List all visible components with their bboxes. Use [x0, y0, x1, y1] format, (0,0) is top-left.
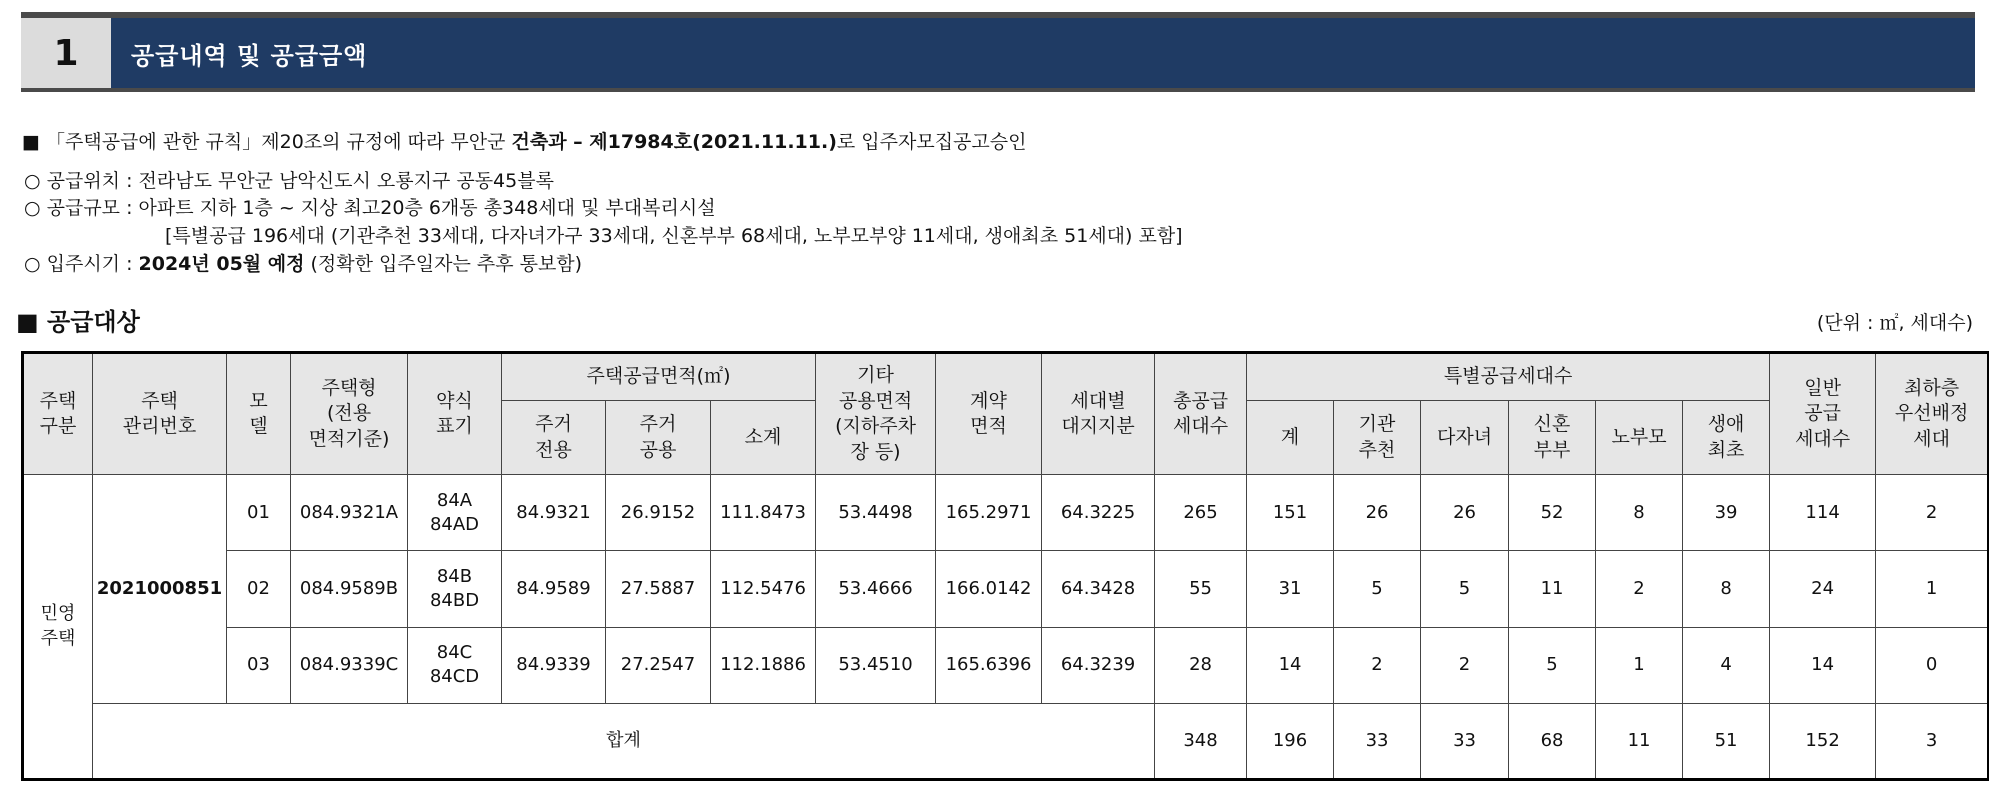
- lowest-floor-cell: 1: [1876, 551, 1989, 627]
- sp-parents-cell: 2: [1596, 551, 1683, 627]
- other-common-cell: 53.4666: [816, 551, 936, 627]
- approval-line: [22, 127, 1026, 154]
- move-in-note: (정확한 입주일자는 추후 통보함): [304, 253, 583, 275]
- move-in-value: 2024년 05월 예정: [138, 253, 305, 275]
- header-general-supply: 일반 공급 세대수: [1770, 353, 1876, 475]
- subtotal-cell: 112.5476: [711, 551, 816, 627]
- house-type-cell: 084.9321A: [291, 475, 408, 551]
- general-supply-cell: 24: [1770, 551, 1876, 627]
- header-total-supply: 총공급 세대수: [1155, 353, 1247, 475]
- sum-sp-parents-cell: 11: [1596, 703, 1683, 779]
- sum-sp-multichild-cell: 33: [1421, 703, 1509, 779]
- header-special-supply: 특별공급세대수: [1247, 353, 1770, 401]
- sp-multichild-cell: 5: [1421, 551, 1509, 627]
- other-common-cell: 53.4510: [816, 627, 936, 703]
- subtotal-cell: 112.1886: [711, 627, 816, 703]
- contract-area-cell: 165.2971: [936, 475, 1042, 551]
- header-abbr: 약식 표기: [408, 353, 502, 475]
- abbr-cell: 84A 84AD: [408, 475, 502, 551]
- sum-label-cell: 합계: [93, 703, 1155, 779]
- header-model: 모 델: [227, 353, 291, 475]
- house-type-cell: 084.9589B: [291, 551, 408, 627]
- lowest-floor-cell: 2: [1876, 475, 1989, 551]
- sum-lowest-floor-cell: 3: [1876, 703, 1989, 779]
- header-land-share: 세대별 대지지분: [1042, 353, 1155, 475]
- supply-scale: ○ 공급규모 : 아파트 지하 1층 ~ 지상 최고20층 6개동 총348세대 및 부대복리시설: [24, 197, 716, 219]
- supply-target-title: ■ 공급대상: [16, 308, 140, 336]
- header-sp-multichild: 다자녀: [1421, 401, 1509, 475]
- header-sp-total: 계: [1247, 401, 1334, 475]
- sum-sp-first-time-cell: 51: [1683, 703, 1770, 779]
- sp-first-time-cell: 8: [1683, 551, 1770, 627]
- housing-type-cell: 민영 주택: [23, 475, 93, 780]
- header-contract-area: 계약 면적: [936, 353, 1042, 475]
- model-cell: 01: [227, 475, 291, 551]
- abbr-cell: 84B 84BD: [408, 551, 502, 627]
- sp-newlywed-cell: 11: [1509, 551, 1596, 627]
- total-supply-cell: 28: [1155, 627, 1247, 703]
- header-house-type: 주택형 (전용 면적기준): [291, 353, 408, 475]
- other-common-cell: 53.4498: [816, 475, 936, 551]
- model-cell: 02: [227, 551, 291, 627]
- sp-parents-cell: 1: [1596, 627, 1683, 703]
- header-other-common: 기타 공용면적 (지하주차 장 등): [816, 353, 936, 475]
- general-supply-cell: 114: [1770, 475, 1876, 551]
- sum-total-supply-cell: 348: [1155, 703, 1247, 779]
- supply-location: ○ 공급위치 : 전라남도 무안군 남악신도시 오룡지구 공동45블록: [24, 170, 554, 192]
- sp-institution-cell: 26: [1334, 475, 1421, 551]
- mgmt-no-cell: 2021000851: [93, 475, 227, 704]
- header-res-common: 주거 공용: [606, 401, 711, 475]
- total-supply-cell: 265: [1155, 475, 1247, 551]
- model-cell: 03: [227, 627, 291, 703]
- sp-total-cell: 151: [1247, 475, 1334, 551]
- special-supply-summary: [특별공급 196세대 (기관추천 33세대, 다자녀가구 33세대, 신혼부부 68세대, 노부모부양 11세대, 생애최초 51세대) 포함]: [165, 225, 1183, 247]
- move-in-label: ○ 입주시기 :: [24, 253, 139, 275]
- sum-sp-newlywed-cell: 68: [1509, 703, 1596, 779]
- header-sp-newlywed: 신혼 부부: [1509, 401, 1596, 475]
- sp-total-cell: 31: [1247, 551, 1334, 627]
- header-subtotal: 소계: [711, 401, 816, 475]
- table-row: [23, 551, 1989, 627]
- sp-total-cell: 14: [1247, 627, 1334, 703]
- bullet-square: ■: [22, 131, 40, 153]
- move-in-date: [24, 249, 582, 276]
- res-exclusive-cell: 84.9339: [502, 627, 606, 703]
- header-housing-type: 주택 구분: [23, 353, 93, 475]
- sp-multichild-cell: 26: [1421, 475, 1509, 551]
- lowest-floor-cell: 0: [1876, 627, 1989, 703]
- sum-sp-institution-cell: 33: [1334, 703, 1421, 779]
- approval-suffix: 로 입주자모집공고승인: [836, 131, 1027, 153]
- approval-number: 건축과 – 제17984호(2021.11.11.): [511, 131, 837, 153]
- sum-sp-total-cell: 196: [1247, 703, 1334, 779]
- res-exclusive-cell: 84.9321: [502, 475, 606, 551]
- section-header: [21, 12, 1975, 92]
- table-row: [23, 475, 1989, 551]
- header-sp-institution: 기관 추천: [1334, 401, 1421, 475]
- land-share-cell: 64.3239: [1042, 627, 1155, 703]
- land-share-cell: 64.3225: [1042, 475, 1155, 551]
- header-lowest-floor: 최하층 우선배정 세대: [1876, 353, 1989, 475]
- table-row: [23, 627, 1989, 703]
- unit-label: (단위 : ㎡, 세대수): [1816, 312, 1973, 334]
- general-supply-cell: 14: [1770, 627, 1876, 703]
- header-supply-area: 주택공급면적(㎡): [502, 353, 816, 401]
- sum-row: [23, 703, 1989, 779]
- approval-prefix: 「주택공급에 관한 규칙」제20조의 규정에 따라 무안군: [46, 131, 512, 153]
- total-supply-cell: 55: [1155, 551, 1247, 627]
- sp-parents-cell: 8: [1596, 475, 1683, 551]
- sp-multichild-cell: 2: [1421, 627, 1509, 703]
- res-exclusive-cell: 84.9589: [502, 551, 606, 627]
- header-mgmt-no: 주택 관리번호: [93, 353, 227, 475]
- contract-area-cell: 165.6396: [936, 627, 1042, 703]
- abbr-cell: 84C 84CD: [408, 627, 502, 703]
- contract-area-cell: 166.0142: [936, 551, 1042, 627]
- sp-newlywed-cell: 52: [1509, 475, 1596, 551]
- subtotal-cell: 111.8473: [711, 475, 816, 551]
- land-share-cell: 64.3428: [1042, 551, 1155, 627]
- sp-newlywed-cell: 5: [1509, 627, 1596, 703]
- res-common-cell: 27.5887: [606, 551, 711, 627]
- section-number: 1: [21, 18, 111, 88]
- sp-institution-cell: 2: [1334, 627, 1421, 703]
- res-common-cell: 27.2547: [606, 627, 711, 703]
- header-sp-parents: 노부모: [1596, 401, 1683, 475]
- sp-institution-cell: 5: [1334, 551, 1421, 627]
- sp-first-time-cell: 39: [1683, 475, 1770, 551]
- section-title: 공급내역 및 공급금액: [111, 18, 1975, 88]
- sum-general-supply-cell: 152: [1770, 703, 1876, 779]
- header-sp-first-time: 생애 최초: [1683, 401, 1770, 475]
- house-type-cell: 084.9339C: [291, 627, 408, 703]
- res-common-cell: 26.9152: [606, 475, 711, 551]
- supply-table: [21, 351, 1989, 781]
- sp-first-time-cell: 4: [1683, 627, 1770, 703]
- header-res-exclusive: 주거 전용: [502, 401, 606, 475]
